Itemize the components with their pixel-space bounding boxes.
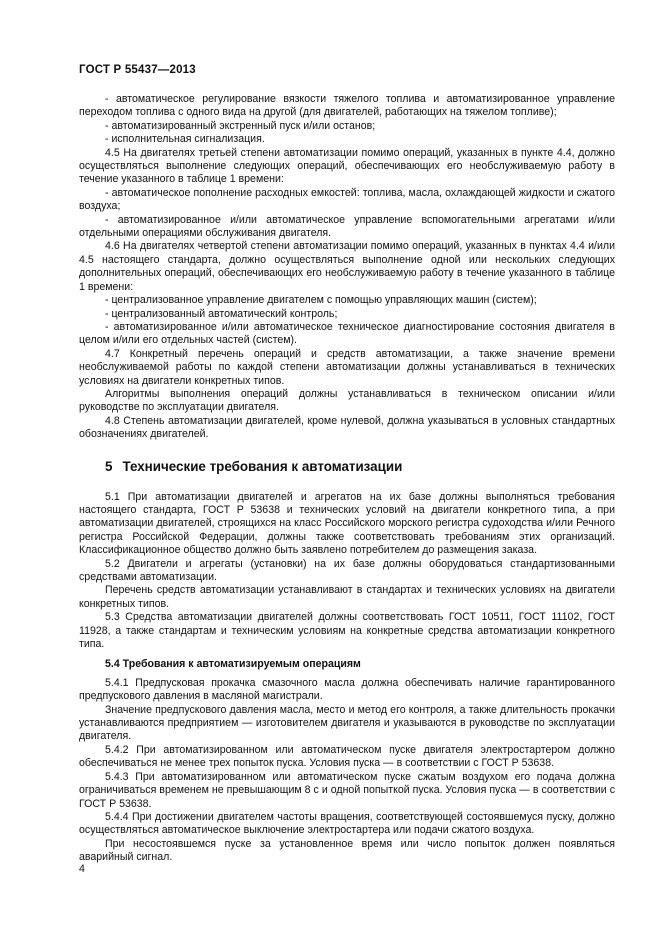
- paragraph: Значение предпускового давления масла, место и метод его контроля, а также длительность прокачки устанавливаются предприятием — изготовителем двигателя и указываются в руководстве по эксплуатации двигателя.: [79, 703, 615, 743]
- paragraph: 4.6 На двигателях четвертой степени автоматизации помимо операций, указанных в пунктах 4.4 и/или 4.5 настоящего стандарта, должно осуществляться выполнение одной или нескольких следующих дополнительных операций, обеспечивающих его необслуживаемую работу в течение указанного в таблице 1 времени:: [79, 240, 615, 293]
- paragraph: 5.4.3 При автоматизированном или автоматическом пуске сжатым воздухом его подача должна ограничиваться временем не превышающим 8 с и одной попыткой пуска. Условия пуска — в соответствии с ГОСТ Р 53638.: [79, 770, 615, 810]
- paragraph: - автоматическое регулирование вязкости тяжелого топлива и автоматизированное управление переходом топлива с одного вида на другой (для двигателей, работающих на тяжелом топливе);: [79, 93, 615, 119]
- paragraph: - автоматизированное и/или автоматическое техническое диагностирование состояния двигателя в целом и/или его отдельных частей (систем).: [79, 320, 615, 347]
- document-header: ГОСТ Р 55437—2013: [79, 64, 196, 76]
- paragraphs-top: [79, 93, 615, 442]
- paragraph: - автоматическое пополнение расходных емкостей: топлива, масла, охлаждающей жидкости и сжатого воздуха;: [79, 186, 615, 213]
- paragraph: 5.3 Средства автоматизации двигателей должны соответствовать ГОСТ 10511, ГОСТ 11102, ГОСТ 11928, а также стандартам и техническим условиям на конкретные средства автоматизации конкретного типа.: [79, 611, 615, 651]
- paragraph: 4.7 Конкретный перечень операций и средств автоматизации, а также значение времени необслуживаемой работы по каждой степени автоматизации должны устанавливаться в технических условиях на двигатели конкретных типов.: [79, 347, 615, 387]
- paragraphs-bottom: [79, 677, 615, 865]
- paragraph: Алгоритмы выполнения операций должны устанавливаться в техническом описании и/или руководстве по эксплуатации двигателя.: [79, 387, 615, 414]
- paragraph: 4.8 Степень автоматизации двигателей, кроме нулевой, должна указываться в условных стандартных обозначениях двигателей.: [79, 414, 615, 441]
- document-body: [79, 93, 615, 865]
- paragraph: 5.4.1 Предпусковая прокачка смазочного масла должна обеспечивать наличие гарантированного предпускового давления в масляной магистрали.: [79, 676, 615, 703]
- paragraphs-mid: [79, 491, 615, 652]
- page-number: 4: [79, 863, 85, 875]
- paragraph: - автоматизированный экстренный пуск и/или останов;: [105, 119, 376, 132]
- subsection-5-4-heading: 5.4 Требования к автоматизируемым операциям: [105, 658, 361, 671]
- paragraph: 5.2 Двигатели и агрегаты (установки) на их базе должны оборудоваться стандартизованными средствами автоматизации.: [79, 557, 615, 583]
- section-title: Технические требования к автоматизации: [122, 458, 403, 474]
- paragraph: - автоматизированное и/или автоматическое управление вспомогательными агрегатами и/или отдельными операциями обслуживания двигателя.: [79, 213, 615, 240]
- paragraph: - исполнительная сигнализация.: [105, 133, 265, 146]
- paragraph: 5.4.4 При достижении двигателем частоты вращения, соответствующей состоявшемуся пуску, должно осуществляться автоматическое выключение электростартера или подачи сжатого воздуха.: [79, 810, 615, 837]
- paragraph: 5.4.2 При автоматизированном или автоматическом пуске двигателя электростартером должно обеспечиваться не менее трех попыток пуска. Условия пуска — в соответствии с ГОСТ Р 53638.: [79, 743, 615, 770]
- paragraph: Перечень средств автоматизации устанавливают в стандартах и технических условиях на двигатели конкретных типов.: [79, 584, 615, 610]
- paragraph: - централизованное управление двигателем с помощью управляющих машин (систем);: [105, 294, 537, 307]
- section-5-heading: [105, 459, 615, 475]
- paragraph: При несостоявшемся пуске за установленное время или число попыток должен появляться аварийный сигнал.: [79, 837, 615, 864]
- paragraph: 4.5 На двигателях третьей степени автоматизации помимо операций, указанных в пункте 4.4, должно осуществляться выполнение следующих операций, обеспечивающих его необслуживаемую работу в течение указанного в таблице 1 времени:: [79, 146, 615, 186]
- section-number: 5: [105, 458, 113, 474]
- paragraph: 5.1 При автоматизации двигателей и агрегатов на их базе должны выполняться требования настоящего стандарта, ГОСТ Р 53638 и технических условий на двигатели конкретного типа, а при автоматизации двигателей, строящихся на класс Российского морского регистра судоходства и/или Речного регистра Российской Федерации, должны также соответствовать требованиям этих организаций. Классификационное общество должно быть заявлено потребителем до размещения заказа.: [79, 490, 615, 557]
- paragraph: - централизованный автоматический контроль;: [105, 307, 338, 320]
